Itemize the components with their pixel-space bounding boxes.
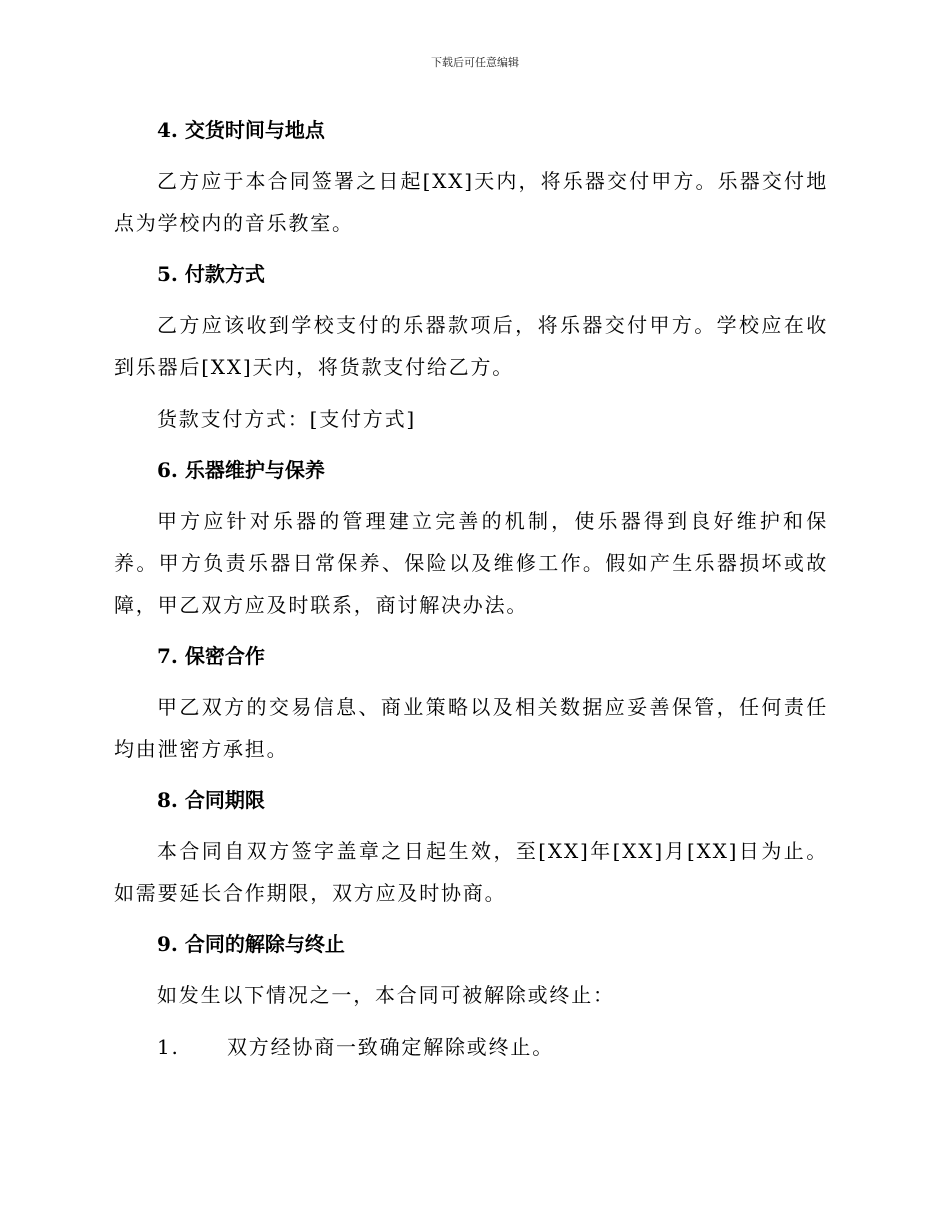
section-heading-confidentiality: 7. 保密合作 <box>157 644 265 668</box>
section-paragraph: 如发生以下情况之一，本合同可被解除或终止： <box>157 983 615 1007</box>
section-paragraph: 乙方应该收到学校支付的乐器款项后，将乐器交付甲方。学校应在收到乐器后[XX]天内，将货款支付给乙方。 <box>114 313 828 379</box>
document-body <box>114 110 828 1068</box>
list-item <box>114 1026 828 1068</box>
section-paragraph: 甲乙双方的交易信息、商业策略以及相关数据应妥善保管，任何责任均由泄密方承担。 <box>114 695 828 761</box>
page-header: 下载后可任意编辑 <box>431 56 519 69</box>
section-heading-payment: 5. 付款方式 <box>157 262 265 286</box>
section-paragraph: 货款支付方式：[支付方式] <box>157 407 417 431</box>
list-item-text: 双方经协商一致确定解除或终止。 <box>227 1035 554 1059</box>
section-heading-term: 8. 合同期限 <box>157 788 265 812</box>
list-item-number: 1. <box>157 1035 180 1059</box>
section-paragraph: 甲方应针对乐器的管理建立完善的机制，使乐器得到良好维护和保养。甲方负责乐器日常保养、保险以及维修工作。假如产生乐器损坏或故障，甲乙双方应及时联系，商讨解决办法。 <box>114 509 828 617</box>
section-paragraph: 乙方应于本合同签署之日起[XX]天内，将乐器交付甲方。乐器交付地点为学校内的音乐教室。 <box>114 169 828 235</box>
section-paragraph: 本合同自双方签字盖章之日起生效，至[XX]年[XX]月[XX]日为止。如需要延长合作期限，双方应及时协商。 <box>114 839 828 905</box>
section-heading-delivery: 4. 交货时间与地点 <box>157 118 325 142</box>
section-heading-termination: 9. 合同的解除与终止 <box>157 932 345 956</box>
section-heading-maintenance: 6. 乐器维护与保养 <box>157 458 325 482</box>
